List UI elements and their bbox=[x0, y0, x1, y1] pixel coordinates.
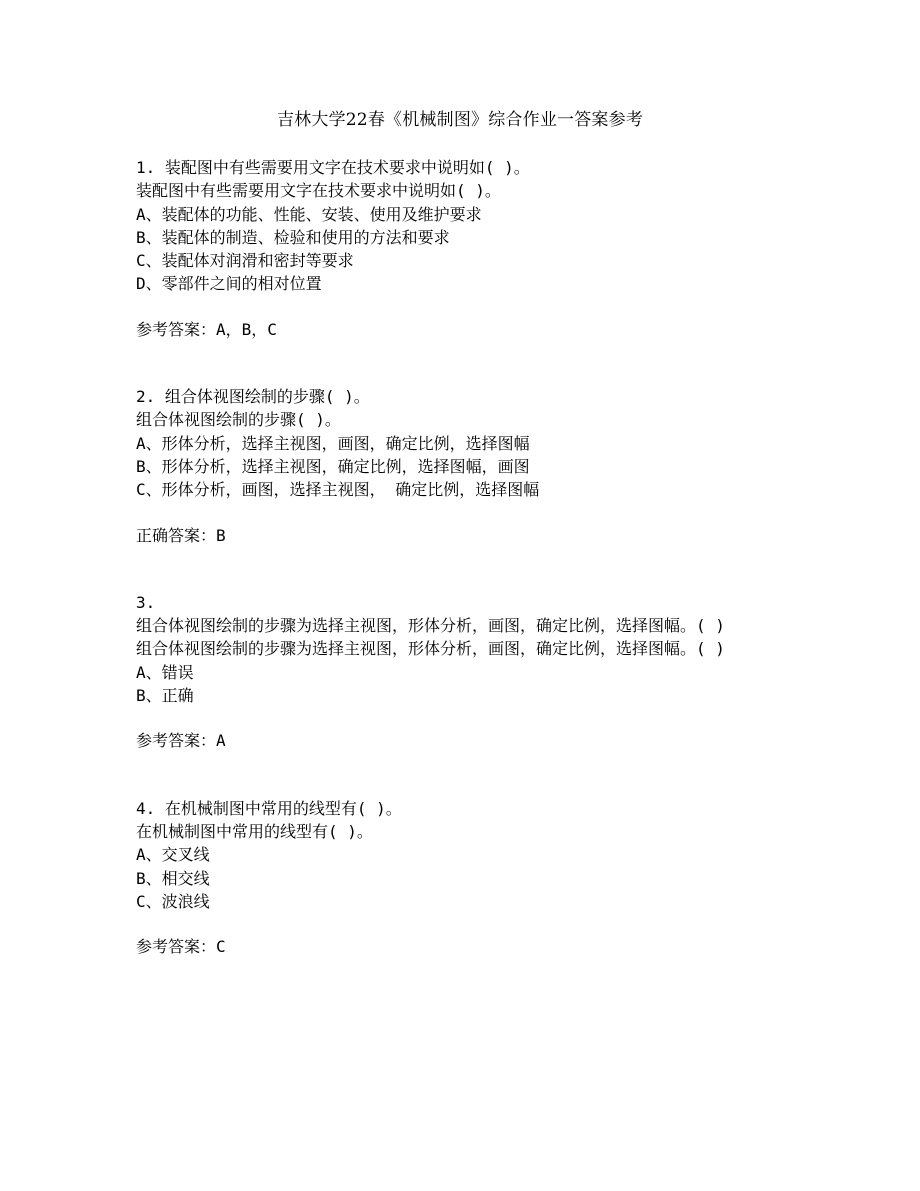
question-heading: 2. 组合体视图绘制的步骤( )。 bbox=[136, 387, 370, 407]
question-spacer bbox=[136, 341, 786, 385]
question-1 bbox=[136, 156, 786, 341]
option-d: D、零部件之间的相对位置 bbox=[136, 274, 322, 294]
option-b: B、相交线 bbox=[136, 868, 210, 888]
question-stem: 在机械制图中常用的线型有( )。 bbox=[136, 821, 373, 841]
questions-container bbox=[136, 156, 786, 958]
question-stem: 装配图中有些需要用文字在技术要求中说明如( )。 bbox=[136, 181, 501, 201]
option-a: A、交叉线 bbox=[136, 845, 210, 865]
question-stem: 组合体视图绘制的步骤( )。 bbox=[136, 410, 341, 430]
question-stem: 组合体视图绘制的步骤为选择主视图，形体分析，画图，确定比例，选择图幅。( ) bbox=[136, 639, 725, 659]
question-heading-continued: 组合体视图绘制的步骤为选择主视图，形体分析，画图，确定比例，选择图幅。( ) bbox=[136, 616, 725, 636]
answer-text: 参考答案：A，B，C bbox=[136, 319, 277, 339]
question-spacer bbox=[136, 547, 786, 591]
option-a: A、装配体的功能、性能、安装、使用及维护要求 bbox=[136, 204, 482, 224]
option-c: C、装配体对润滑和密封等要求 bbox=[136, 251, 354, 271]
option-b: B、形体分析，选择主视图，确定比例，选择图幅，画图 bbox=[136, 456, 530, 476]
question-spacer bbox=[136, 753, 786, 797]
answer-text: 参考答案：C bbox=[136, 937, 226, 957]
question-heading: 1. 装配图中有些需要用文字在技术要求中说明如( )。 bbox=[136, 158, 530, 177]
question-3 bbox=[136, 591, 786, 753]
question-4 bbox=[136, 797, 786, 959]
answer-text: 正确答案：B bbox=[136, 525, 226, 545]
question-2 bbox=[136, 385, 786, 547]
question-heading: 3. bbox=[136, 592, 156, 612]
question-heading: 4. 在机械制图中常用的线型有( )。 bbox=[136, 798, 402, 818]
option-a: A、错误 bbox=[136, 662, 194, 682]
option-c: C、形体分析，画图，选择主视图， 确定比例，选择图幅 bbox=[136, 480, 540, 500]
answer-text: 参考答案：A bbox=[136, 731, 226, 751]
option-b: B、正确 bbox=[136, 686, 194, 706]
option-c: C、波浪线 bbox=[136, 891, 210, 911]
document-title: 吉林大学22春《机械制图》综合作业一答案参考 bbox=[276, 110, 644, 130]
option-b: B、装配体的制造、检验和使用的方法和要求 bbox=[136, 227, 450, 247]
option-a: A、形体分析，选择主视图，画图，确定比例，选择图幅 bbox=[136, 433, 530, 453]
